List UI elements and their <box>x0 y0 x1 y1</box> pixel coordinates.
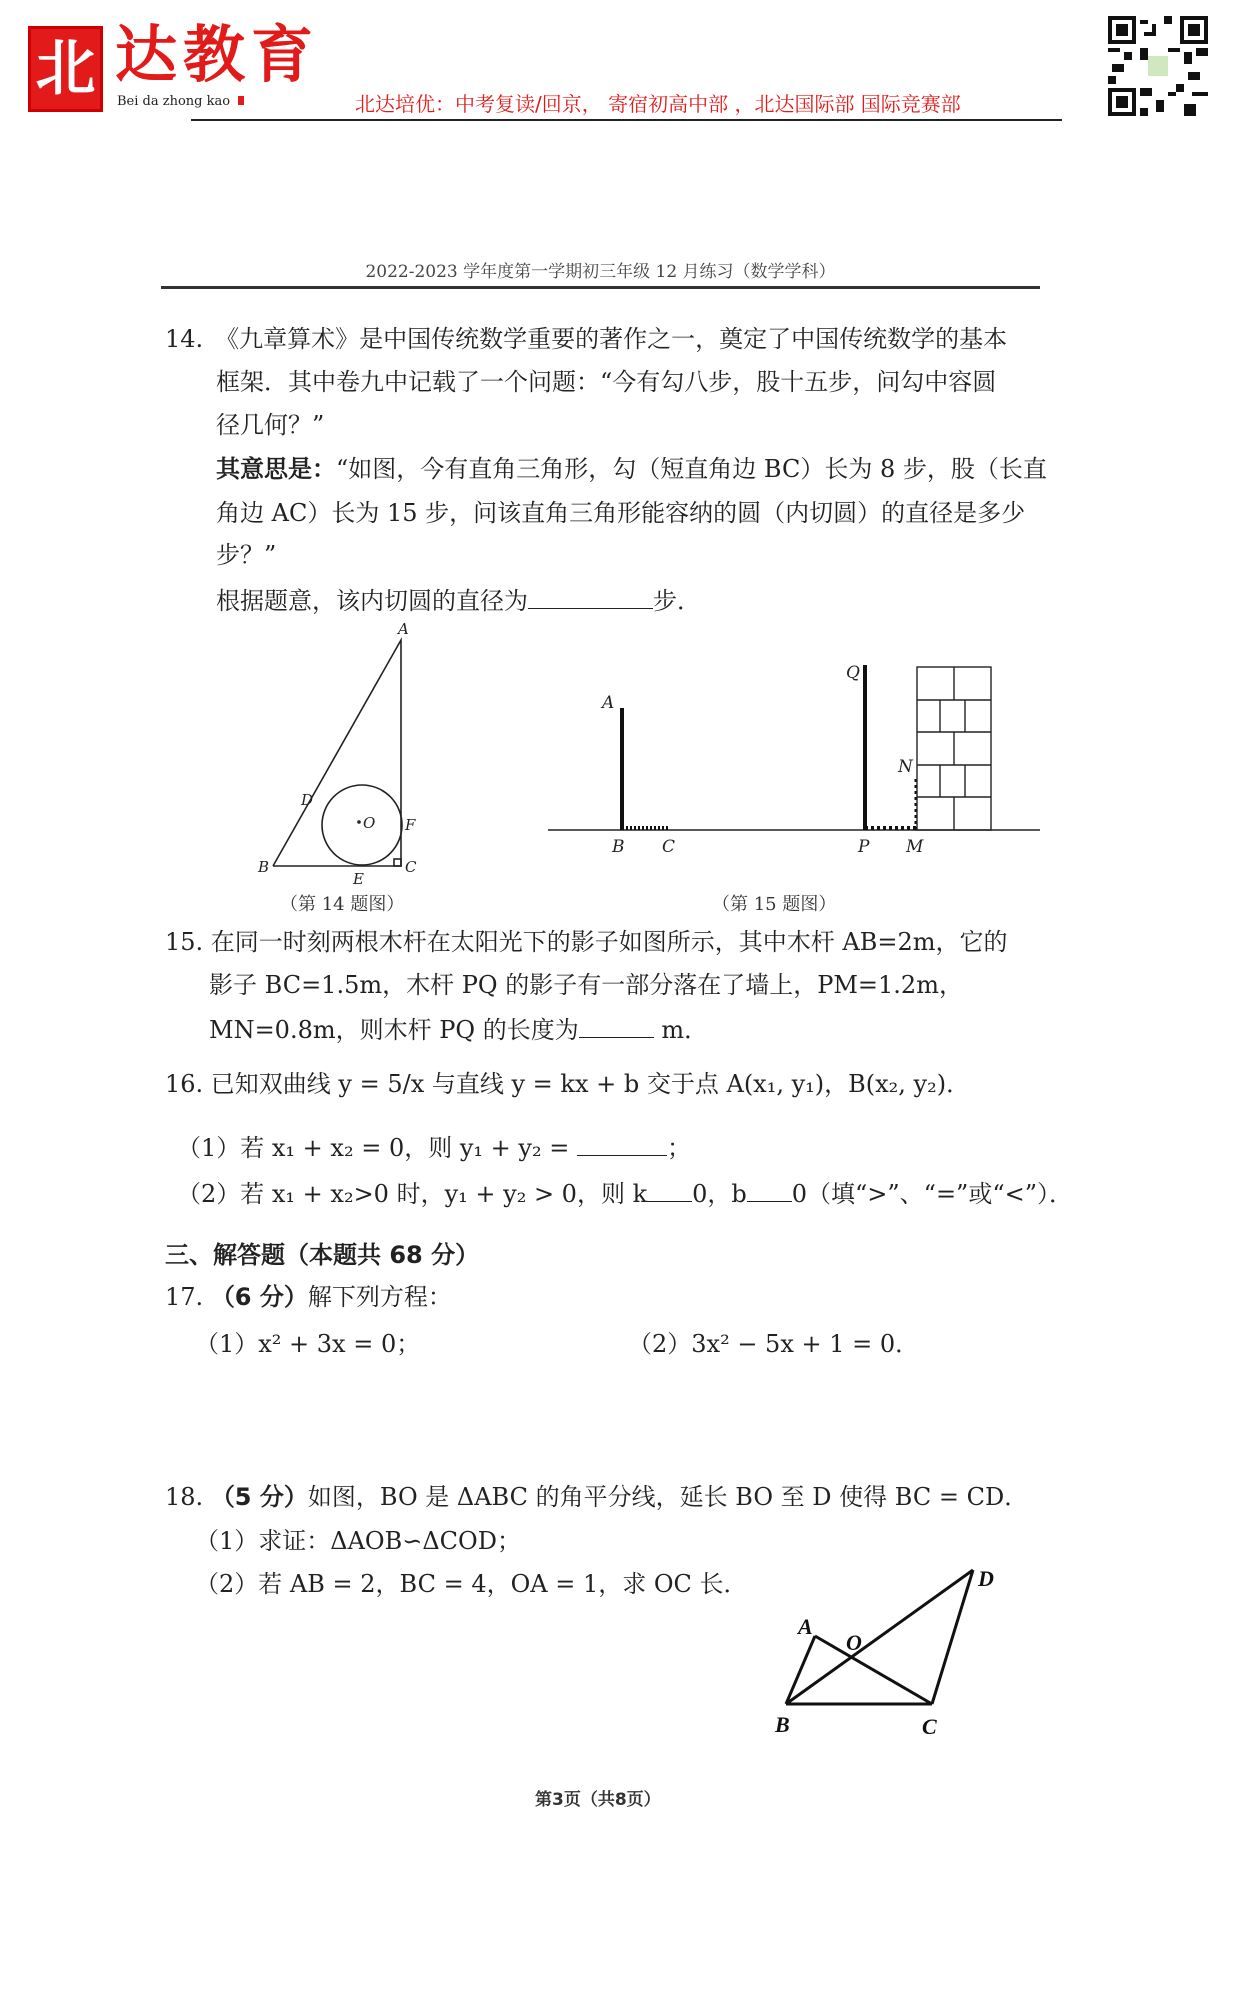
fig15-label-c: C <box>662 837 676 857</box>
fig15-label-b: B <box>612 837 625 857</box>
q18-text: 如图，BO 是 ΔABC 的角平分线，延长 BO 至 D 使得 BC = CD． <box>307 1483 1029 1511</box>
q15-line-2: 影子 BC=1.5m，木杆 PQ 的影子有一部分落在了墙上，PM=1.2m， <box>209 971 963 999</box>
q16-p1-end: ； <box>666 1134 691 1162</box>
q16-k-blank[interactable] <box>647 1177 692 1202</box>
q14-meaning-text: “如图，今有直角三角形，勾（短直角边 BC）长为 8 步，股（长直 <box>336 455 1047 483</box>
fig15-label-q: Q <box>846 663 860 683</box>
header-divider <box>191 119 1062 121</box>
q16-p2-text-c: 0（填“>”、“=”或“<”）． <box>791 1180 1073 1208</box>
q14-meaning-line-3: 步？” <box>216 541 277 569</box>
q14-question <box>216 584 701 616</box>
section-3-heading: 三、解答题（本题共 68 分） <box>165 1241 480 1269</box>
fig14-label-a: A <box>398 620 409 638</box>
fig15-label-m: M <box>906 837 924 857</box>
title-divider <box>161 286 1040 289</box>
q15-ask-text: MN=0.8m，则木杆 PQ 的长度为 <box>209 1016 579 1044</box>
q16-stem: 16. 已知双曲线 y = 5/x 与直线 y = kx + b 交于点 A(x₁, y₁)，B(x₂, y₂)． <box>165 1070 971 1098</box>
figure-15-caption: （第 15 题图） <box>712 894 837 915</box>
q16-b-blank[interactable] <box>747 1177 792 1202</box>
header-slogan: 北达培优：中考复读/回京， 寄宿初高中部 ，北达国际部 国际竞赛部 <box>355 92 961 116</box>
q18-number: 18. <box>165 1483 204 1511</box>
exam-title: 2022-2023 学年度第一学期初三年级 12 月练习（数学学科） <box>365 262 836 282</box>
q16-part-1 <box>177 1131 691 1163</box>
q14-line-1: 14. 《九章算术》是中国传统数学重要的著作之一，奠定了中国传统数学的基本 <box>165 325 1008 353</box>
q15-answer-blank[interactable] <box>579 1013 654 1038</box>
qr-code-icon <box>1108 16 1208 116</box>
q16-part-2 <box>177 1177 1073 1209</box>
q14-answer-blank[interactable] <box>528 584 653 609</box>
q14-meaning-line-1 <box>216 455 1047 484</box>
q17-score: （6 分） <box>210 1283 308 1311</box>
q16-p2-text-b: 0，b <box>692 1180 747 1208</box>
fig14-label-c: C <box>405 858 417 876</box>
fig18-label-c: C <box>922 1714 937 1739</box>
q14-meaning-line-2: 角边 AC）长为 15 步，问该直角三角形能容纳的圆（内切圆）的直径是多少 <box>216 499 1026 527</box>
fig14-label-e: E <box>353 870 364 888</box>
q14-meaning-label: 其意思是： <box>216 455 336 483</box>
q16-p2-text-a: （2）若 x₁ + x₂>0 时，y₁ + y₂ > 0，则 k <box>177 1180 648 1208</box>
q18-score: （5 分） <box>210 1483 308 1511</box>
q15-line-3 <box>209 1013 708 1045</box>
fig18-label-d: D <box>978 1566 994 1591</box>
fig15-label-p: P <box>858 837 870 857</box>
q17-stem <box>165 1283 452 1312</box>
fig15-label-a: A <box>602 693 615 713</box>
logo-subtitle-text: Bei da zhong kao <box>117 94 231 109</box>
q18-part-2: （2）若 AB = 2，BC = 4，OA = 1，求 OC 长． <box>195 1570 748 1598</box>
q18-stem <box>165 1483 1028 1512</box>
fig18-label-o: O <box>846 1630 862 1655</box>
q15-line-1: 15. 在同一时刻两根木杆在太阳光下的影子如图所示，其中木杆 AB=2m，它的 <box>165 928 1008 956</box>
q17-text: 解下列方程： <box>307 1283 452 1311</box>
q14-line-2: 框架．其中卷九中记载了一个问题：“今有勾八步，股十五步，问勾中容圆 <box>216 368 997 396</box>
logo-mark: 北 <box>28 26 103 112</box>
q14-line-3: 径几何？” <box>216 411 325 439</box>
logo-text: 达教育 <box>115 18 320 91</box>
fig14-label-b: B <box>258 858 270 876</box>
page-footer: 第3页（共8页） <box>535 1790 661 1810</box>
fig14-label-d: D <box>301 791 314 809</box>
q15-unit: m． <box>653 1016 709 1044</box>
figure-18-triangles <box>750 1550 1030 1750</box>
q14-ask-unit: 步． <box>653 587 701 615</box>
q17-number: 17. <box>165 1283 204 1311</box>
figure-15-shadows <box>540 660 1045 860</box>
logo-subtitle <box>117 94 244 109</box>
q14-ask-text: 根据题意，该内切圆的直径为 <box>216 587 528 615</box>
q17-equation-1: （1）x² + 3x = 0； <box>195 1330 421 1358</box>
fig14-label-f: F <box>405 816 416 834</box>
fig14-label-o: O <box>363 814 376 832</box>
fig18-label-b: B <box>775 1712 790 1737</box>
q18-part-1: （1）求证：ΔAOB∽ΔCOD； <box>195 1527 521 1555</box>
figure-14-caption: （第 14 题图） <box>280 894 405 915</box>
q16-p1-text: （1）若 x₁ + x₂ = 0，则 y₁ + y₂ = <box>177 1134 570 1162</box>
q16-p1-blank[interactable] <box>577 1131 667 1156</box>
figure-14-triangle <box>255 620 435 888</box>
fig15-label-n: N <box>898 757 913 777</box>
q17-equation-2: （2）3x² − 5x + 1 = 0． <box>628 1330 920 1358</box>
fig18-label-a: A <box>798 1614 813 1639</box>
